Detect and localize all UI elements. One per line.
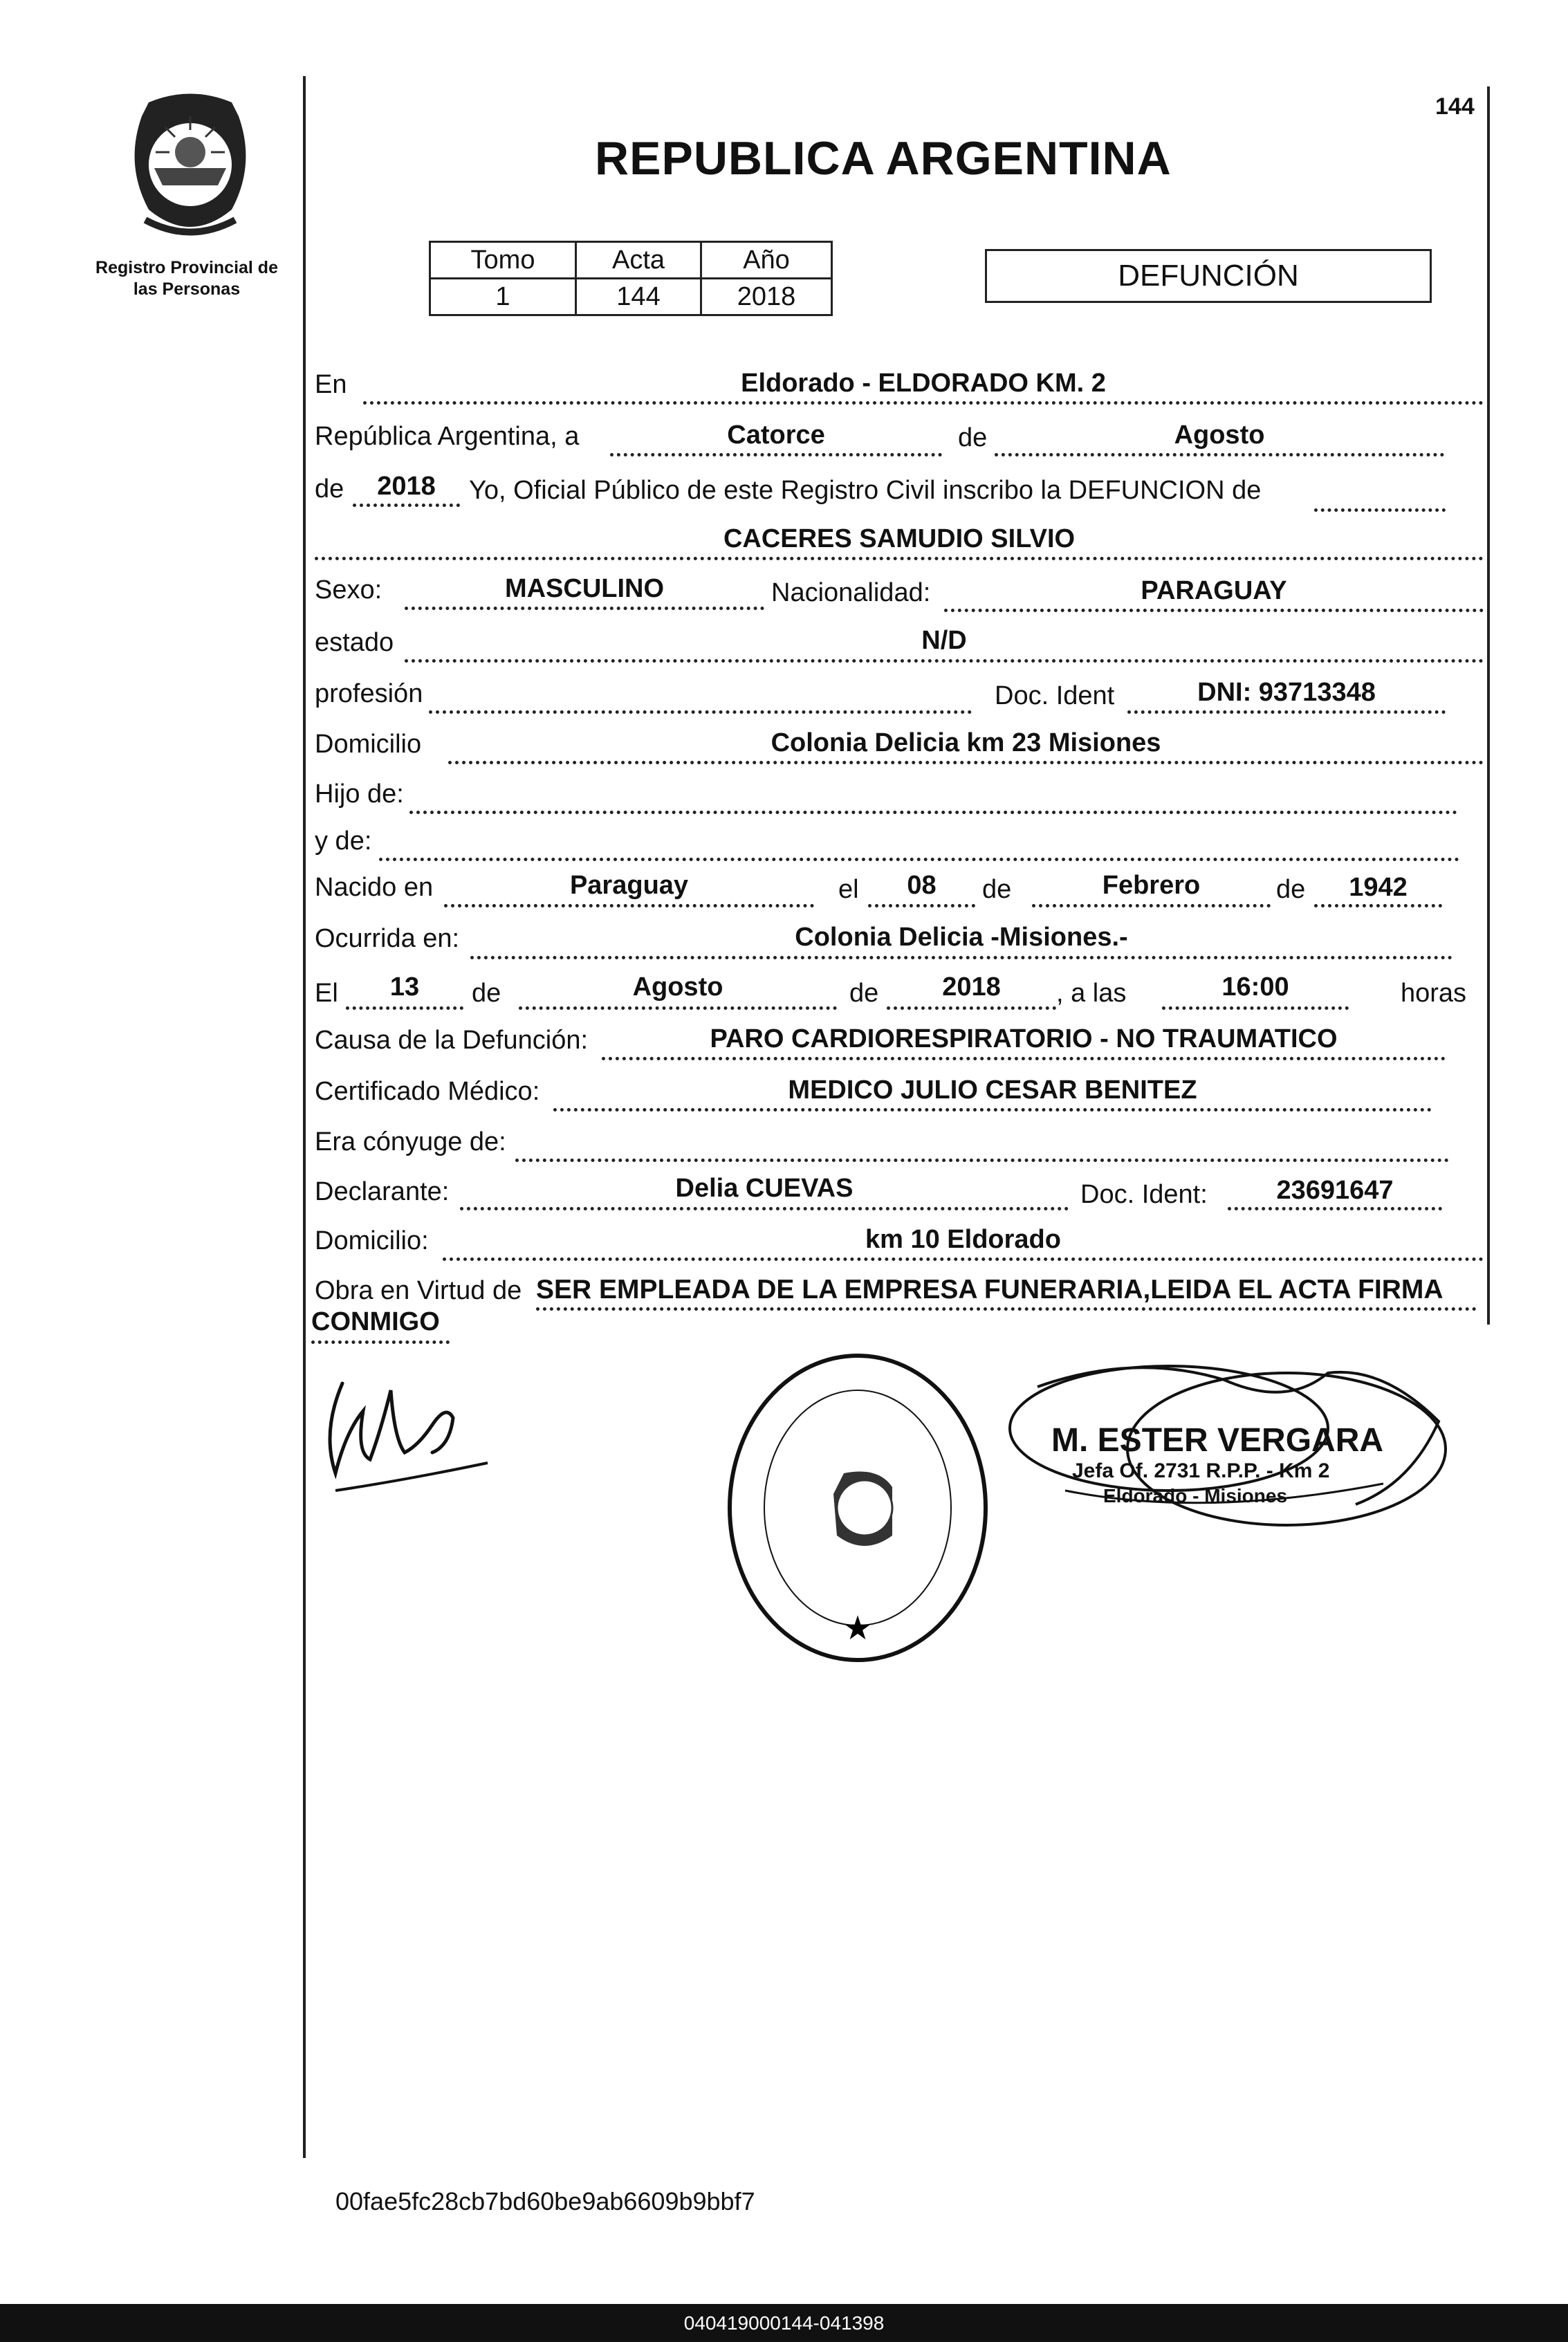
dotted-line — [409, 811, 1457, 814]
dotted-line — [1228, 1207, 1442, 1210]
sex-value: MASCULINO — [504, 574, 665, 603]
domicilio2-label: Domicilio: — [315, 1226, 429, 1255]
dotted-line — [995, 453, 1444, 457]
ocurrida-label: Ocurrida en: — [315, 924, 460, 953]
birth-day-value: 08 — [907, 871, 937, 900]
registry-name — [83, 257, 290, 300]
dotted-line — [536, 1307, 1477, 1311]
de-label: de — [849, 979, 879, 1008]
de-label: de — [982, 875, 1012, 904]
official-stamp — [719, 1349, 996, 1667]
document-title: REPUBLICA ARGENTINA — [595, 132, 1172, 185]
death-year-value: 2018 — [942, 972, 1001, 1002]
nacionalidad-label: Nacionalidad: — [771, 578, 931, 607]
place-value: Eldorado - ELDORADO KM. 2 — [741, 369, 1106, 398]
dotted-line — [470, 956, 1452, 959]
official-location: Eldorado - Misiones — [1103, 1485, 1288, 1506]
estado-label: estado — [315, 628, 394, 657]
dotted-line — [353, 504, 460, 507]
sexo-label: Sexo: — [315, 575, 382, 605]
dotted-line — [868, 904, 975, 907]
page-number: 144 — [1435, 93, 1475, 120]
doc-label: Doc. Ident — [995, 681, 1115, 710]
republica-label: República Argentina, a — [315, 422, 580, 451]
death-day-value: 13 — [389, 972, 420, 1002]
dotted-line — [887, 1006, 1056, 1010]
yde-label: y de: — [315, 827, 372, 856]
registry-line-2: las Personas — [133, 279, 241, 299]
dotted-line — [519, 1006, 837, 1010]
obra-value-line1: SER EMPLEADA DE LA EMPRESA FUNERARIA,LEIDA EL ACTA FIRMA — [536, 1275, 1444, 1304]
birth-year-value: 1942 — [1349, 873, 1408, 902]
dotted-line — [602, 1057, 1446, 1060]
dotted-line — [448, 761, 1484, 764]
record-type-box: DEFUNCIÓN — [985, 249, 1432, 303]
dotted-line — [1127, 710, 1446, 714]
tomo-value: 1 — [430, 279, 576, 315]
obra-label: Obra en Virtud de — [315, 1276, 522, 1305]
de-label: de — [1276, 875, 1306, 904]
death-place-value: Colonia Delicia -Misiones.- — [795, 923, 1128, 952]
signature-left — [315, 1349, 495, 1508]
dotted-line — [1162, 1006, 1349, 1010]
doc2-label: Doc. Ident: — [1080, 1180, 1208, 1209]
alas-label: , a las — [1056, 979, 1127, 1008]
hijo-label: Hijo de: — [315, 780, 404, 809]
profesion-label: profesión — [315, 679, 423, 708]
dotted-line — [515, 1159, 1449, 1162]
misiones-emblem-icon — [121, 89, 259, 248]
dotted-line — [363, 401, 1484, 405]
horas-label: horas — [1401, 979, 1467, 1008]
el-label: El — [315, 979, 338, 1008]
day-value: Catorce — [727, 421, 825, 450]
signature-right — [996, 1345, 1466, 1553]
registry-line-1: Registro Provincial de — [95, 258, 278, 277]
domicile2-value: km 10 Eldorado — [865, 1225, 1061, 1254]
dotted-line — [444, 904, 814, 907]
de-label: de — [472, 979, 501, 1008]
year-value: 2018 — [377, 472, 436, 501]
anio-header: Año — [701, 242, 832, 279]
dotted-line — [1032, 904, 1271, 907]
official-name: M. ESTER VERGARA — [1051, 1422, 1384, 1459]
dotted-line — [1314, 904, 1442, 907]
certificado-label: Certificado Médico: — [315, 1077, 540, 1106]
domicile-value: Colonia Delicia km 23 Misiones — [771, 728, 1161, 757]
dotted-line — [429, 710, 972, 714]
dotted-line — [944, 609, 1484, 612]
conyuge-label: Era cónyuge de: — [315, 1127, 506, 1156]
birth-place-value: Paraguay — [569, 871, 689, 900]
acta-header: Acta — [576, 242, 701, 279]
dotted-line — [553, 1108, 1432, 1112]
acta-value: 144 — [576, 279, 701, 315]
official-title: Jefa Of. 2731 R.P.P. - Km 2 — [1072, 1459, 1330, 1482]
dotted-line — [379, 858, 1459, 861]
anio-value: 2018 — [701, 279, 832, 315]
month-value: Agosto — [1174, 421, 1265, 450]
domicilio-label: Domicilio — [315, 730, 422, 759]
doc-value: DNI: 93713348 — [1197, 678, 1376, 707]
dotted-line — [405, 607, 764, 610]
declarante-label: Declarante: — [315, 1177, 450, 1206]
dotted-line — [315, 557, 1484, 560]
dotted-line — [610, 453, 942, 457]
right-border — [1487, 86, 1490, 1325]
record-table — [429, 241, 833, 316]
svg-text:★: ★ — [842, 1609, 873, 1648]
en-label: En — [315, 370, 347, 399]
el-label: el — [838, 875, 859, 904]
civil-status-value: N/D — [921, 626, 967, 655]
dotted-line — [443, 1257, 1484, 1261]
dotted-line — [346, 1006, 463, 1010]
footer-code: 040419000144-041398 — [0, 2304, 1568, 2342]
dotted-line — [405, 659, 1484, 663]
obra-value-line2: CONMIGO — [311, 1307, 440, 1336]
tomo-header: Tomo — [430, 242, 576, 279]
de-label: de — [315, 474, 344, 504]
deceased-name: CACERES SAMUDIO SILVIO — [723, 524, 1076, 553]
dotted-line — [311, 1340, 450, 1344]
cause-value: PARO CARDIORESPIRATORIO - NO TRAUMATICO — [710, 1024, 1338, 1053]
birth-month-value: Febrero — [1102, 871, 1201, 900]
death-hour-value: 16:00 — [1221, 972, 1289, 1002]
left-border — [303, 76, 306, 2158]
nationality-value: PARAGUAY — [1141, 576, 1287, 605]
causa-label: Causa de la Defunción: — [315, 1026, 589, 1055]
death-month-value: Agosto — [632, 972, 723, 1002]
dotted-line — [1314, 508, 1446, 512]
de-label: de — [958, 423, 988, 452]
doc2-value: 23691647 — [1276, 1176, 1394, 1205]
dotted-line — [460, 1207, 1069, 1210]
nacido-label: Nacido en — [315, 873, 434, 902]
oficial-text: Yo, Oficial Público de este Registro Civil inscribo la DEFUNCION de — [469, 476, 1262, 505]
document-hash: 00fae5fc28cb7bd60be9ab6609b9bbf7 — [335, 2187, 755, 2215]
declarant-value: Delia CUEVAS — [675, 1174, 854, 1203]
certificate-value: MEDICO JULIO CESAR BENITEZ — [788, 1076, 1197, 1105]
